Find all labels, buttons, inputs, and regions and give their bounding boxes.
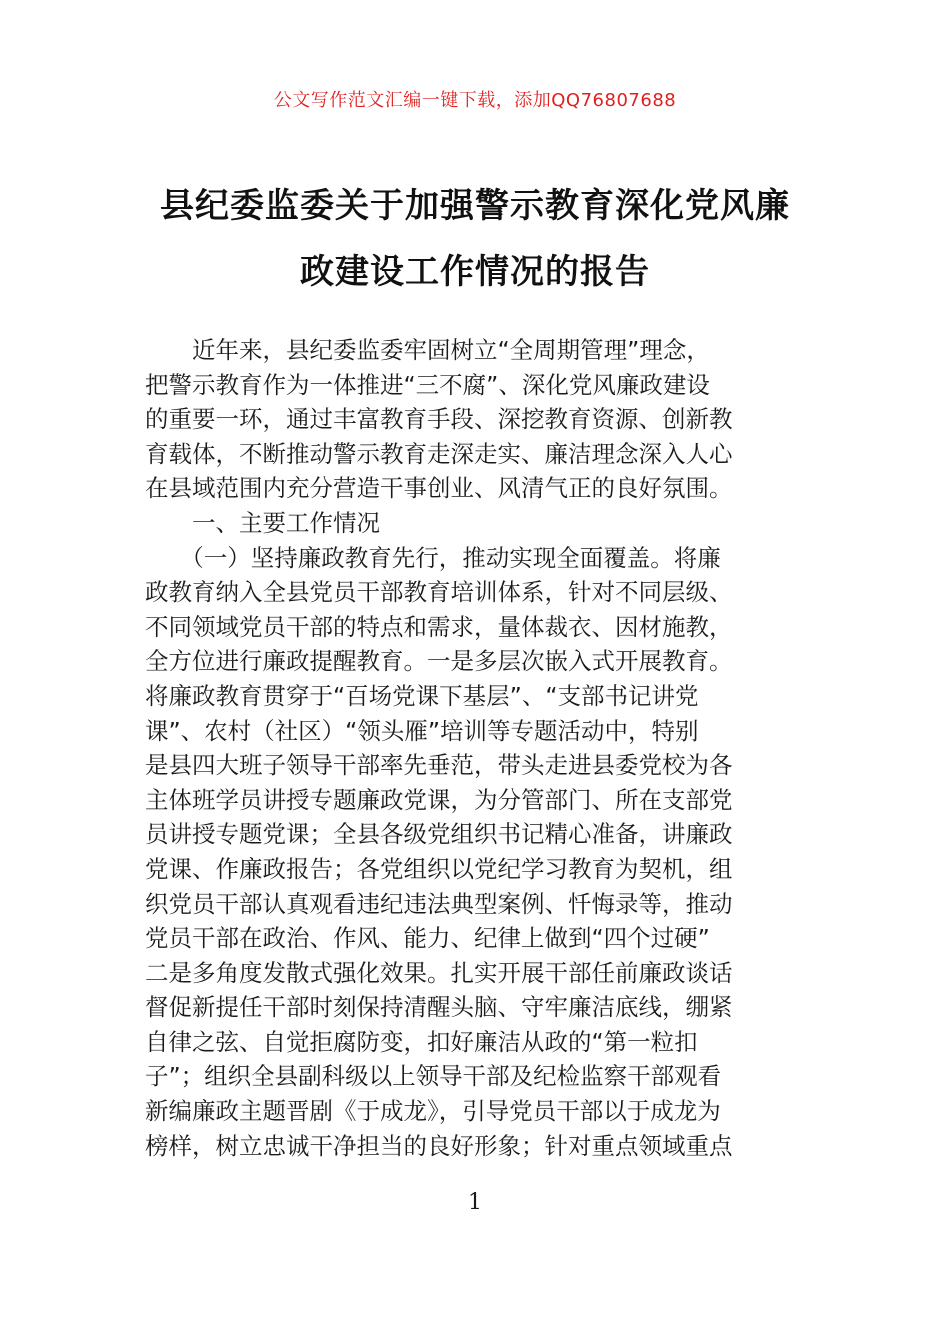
body-line: 不同领域党员干部的特点和需求，量体裁衣、因材施教， [145,612,733,641]
body-line: 主体班学员讲授专题廉政党课，为分管部门、所在支部党 [145,785,733,814]
body-line: 是县四大班子领导干部率先垂范，带头走进县委党校为各 [145,751,733,780]
document-body [145,333,810,1163]
body-line: 二是多角度发散式强化效果。扎实开展干部任前廉政谈话 [145,958,733,987]
body-line: 育载体，不断推动警示教育走深走实、廉洁理念深入人心 [145,439,733,468]
document-title-line-1: 县纪委监委关于加强警示教育深化党风廉 [160,186,790,226]
body-line: 把警示教育作为一体推进“三不腐”、深化党风廉政建设 [145,370,710,399]
body-line: 子”；组织全县副科级以上领导干部及纪检监察干部观看 [145,1062,722,1091]
body-line: 榜样，树立忠诚干净担当的良好形象；针对重点领域重点 [145,1131,733,1160]
body-line: （一）坚持廉政教育先行，推动实现全面覆盖。将廉 [145,543,721,572]
section-heading: 一、主要工作情况 [145,508,380,537]
document-title-line-2: 政建设工作情况的报告 [300,252,650,292]
page-number: 1 [468,1190,482,1215]
body-line: 党员干部在政治、作风、能力、纪律上做到“四个过硬” [145,924,710,953]
body-line: 新编廉政主题晋剧《于成龙》，引导党员干部以于成龙为 [145,1097,721,1126]
body-line: 的重要一环，通过丰富教育手段、深挖教育资源、创新教 [145,405,733,434]
body-line: 将廉政教育贯穿于“百场党课下基层”、“支部书记讲党 [145,681,699,710]
body-line: 政教育纳入全县党员干部教育培训体系，针对不同层级、 [145,578,733,607]
body-line: 自律之弦、自觉拒腐防变，扣好廉洁从政的“第一粒扣 [145,1027,698,1056]
body-line: 督促新提任干部时刻保持清醒头脑、守牢廉洁底线，绷紧 [145,993,733,1022]
body-line: 全方位进行廉政提醒教育。一是多层次嵌入式开展教育。 [145,647,733,676]
body-line: 近年来，县纪委监委牢固树立“全周期管理”理念， [145,336,710,364]
body-line: 员讲授专题党课；全县各级党组织书记精心准备，讲廉政 [145,820,733,849]
body-line: 党课、作廉政报告；各党组织以党纪学习教育为契机，组 [145,854,733,883]
body-line: 在县域范围内充分营造干事创业、风清气正的良好氛围。 [145,474,733,503]
body-line: 织党员干部认真观看违纪违法典型案例、忏悔录等，推动 [145,889,733,918]
promo-banner: 公文写作范文汇编一键下载，添加QQ76807688 [273,90,677,111]
body-line: 课”、农村（社区）“领头雁”培训等专题活动中，特别 [145,716,699,745]
